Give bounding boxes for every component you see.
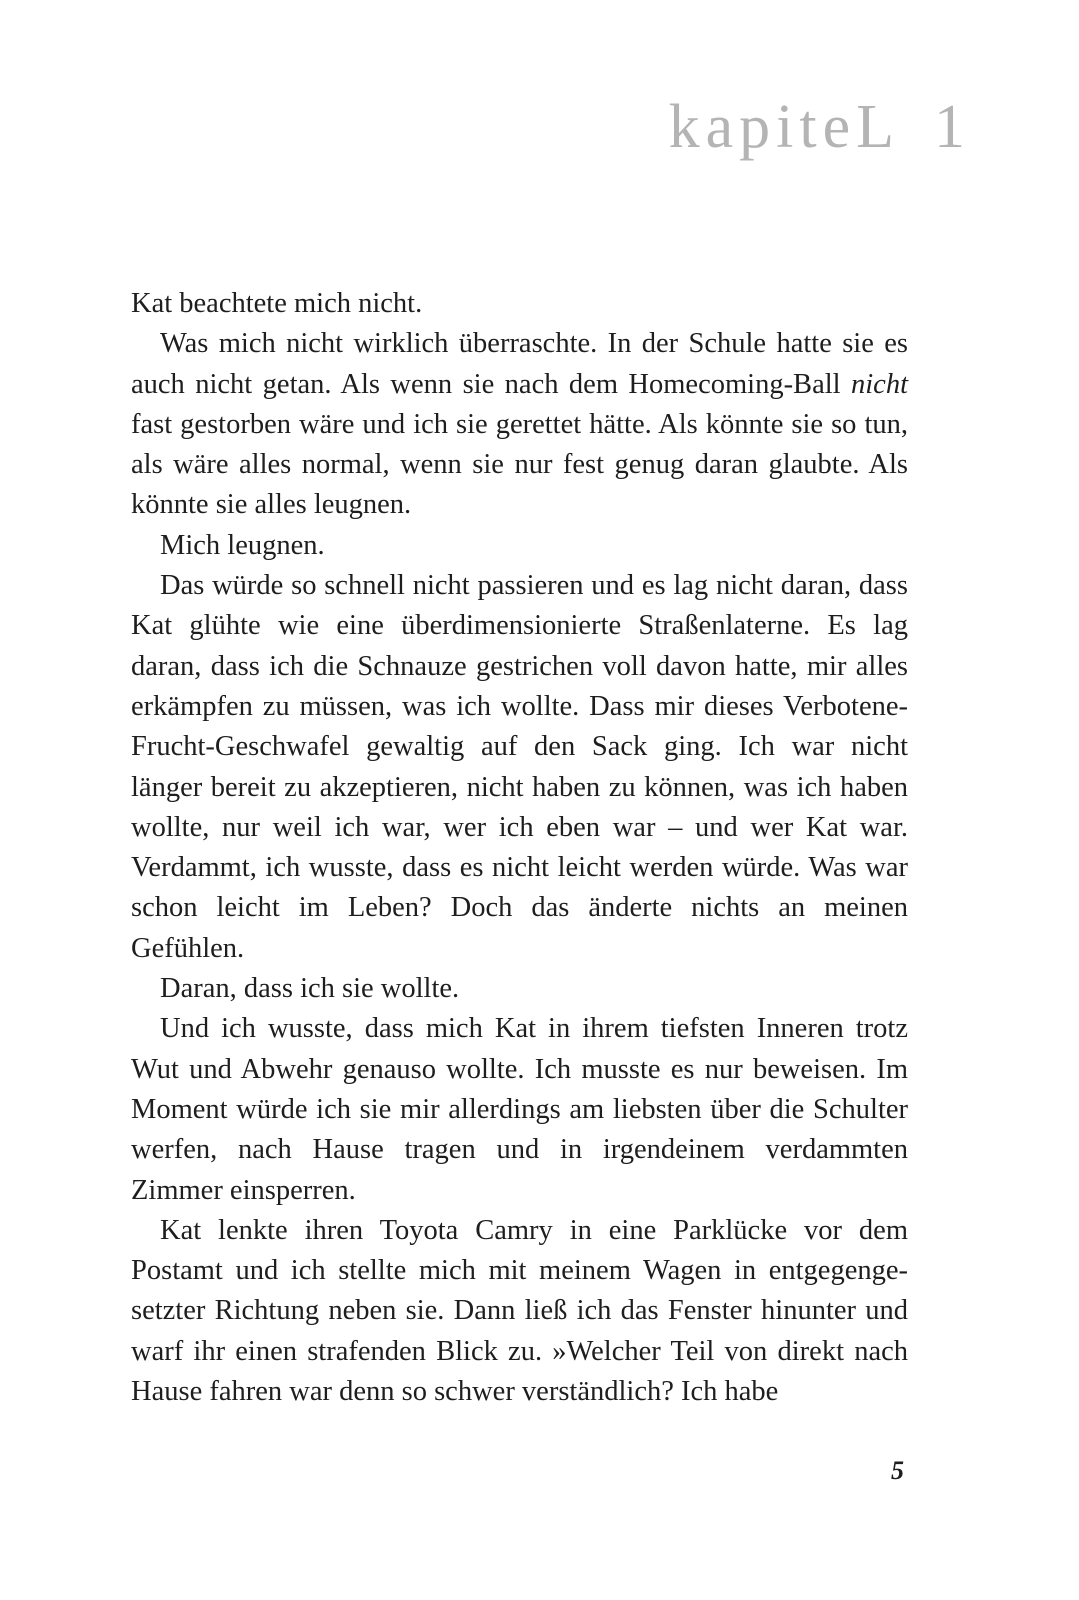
chapter-body xyxy=(131,284,908,1412)
paragraph: Und ich wusste, dass mich Kat in ihrem tiefsten Inneren trotz Wut und Abwehr genauso wollte. Ich musste es nur beweisen. Im Moment würde ich sie mir allerdings am liebsten über die Schulter werfen, nach Hause tragen und in irgendeinem verdammten Zimmer einsperren. xyxy=(131,1013,908,1206)
chapter-label: kapiteL xyxy=(668,93,900,161)
paragraph: Was mich nicht wirklich überraschte. In der Schule hatte sie es auch nicht getan. Als wenn sie nach dem Homecoming-Ball nicht fast gestorben wäre und ich sie gerettet hätte. Als könnte sie so tun, als wäre alles normal, wenn sie nur fest genug daran glaubte. Als könnte sie alles leugnen. xyxy=(131,328,908,521)
paragraph: Das würde so schnell nicht passieren und es lag nicht daran, dass Kat glühte wie eine überdimensionierte Straßenlaterne. Es lag daran, dass ich die Schnauze gestrichen voll davon hatte, mir alles erkämpfen zu müssen, was ich wollte. Dass mir dieses Verbotene-Frucht-Geschwafel gewaltig auf den Sack ging. Ich war nicht länger bereit zu akzeptieren, nicht haben zu können, was ich haben wollte, nur weil ich war, wer ich eben war – und wer Kat war. Verdammt, ich wusste, dass es nicht leicht werden würde. Was war schon leicht im Leben? Doch das änderte nichts an meinen Gefühlen. xyxy=(131,570,908,964)
paragraph: Kat beachtete mich nicht. xyxy=(131,288,423,319)
emphasis-text: nicht xyxy=(851,368,908,400)
page-number: 5 xyxy=(891,1456,904,1485)
paragraph: Mich leugnen. xyxy=(160,529,325,561)
paragraph: Daran, dass ich sie wollte. xyxy=(160,973,460,1005)
paragraph: Kat lenkte ihren Toyota Camry in eine Parklücke vor dem Postamt und ich stellte mich mit meinem Wagen in entgegengesetzter Richtung neben sie. Dann ließ ich das Fenster hinunter und warf ihr einen strafenden Blick zu. »Welcher Teil von direkt nach Hause fahren war denn so schwer verständlich? Ich habe xyxy=(131,1214,908,1408)
chapter-number: 1 xyxy=(934,93,971,161)
chapter-heading xyxy=(669,92,971,163)
